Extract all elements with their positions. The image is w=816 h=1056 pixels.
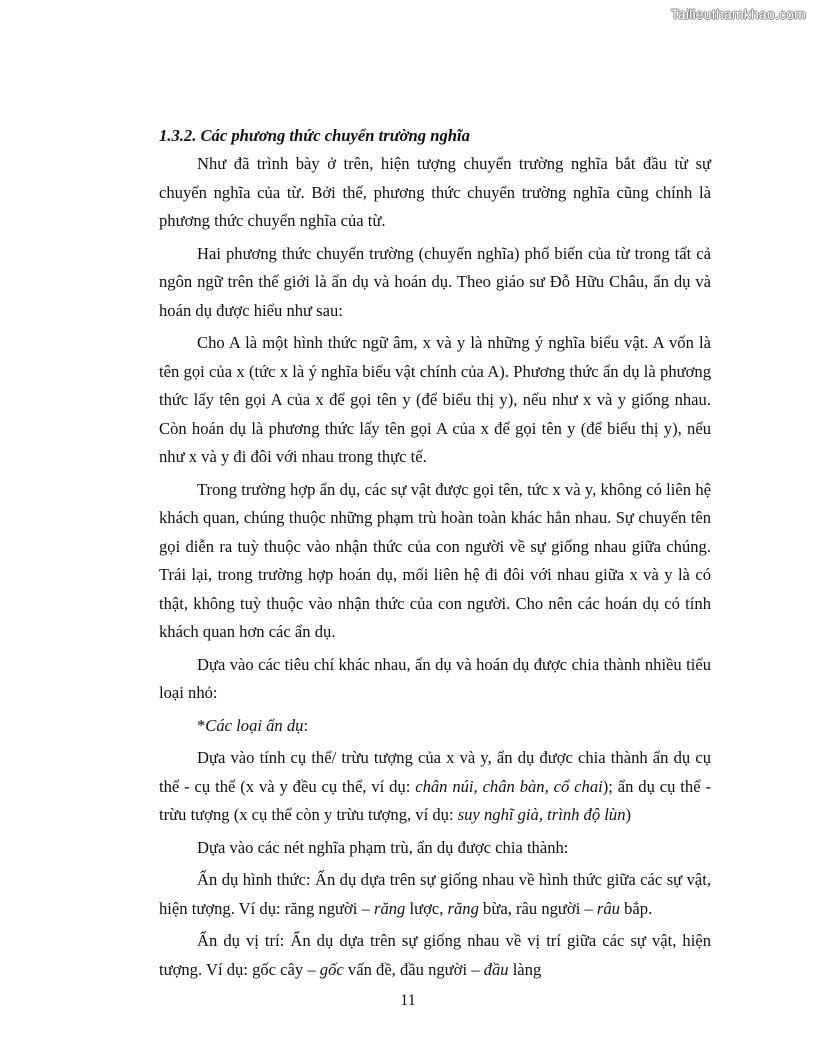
paragraph-7 xyxy=(159,744,711,830)
example-italic: răng xyxy=(447,898,479,918)
example-italic: suy nghĩ già, trình độ lùn xyxy=(457,805,626,824)
bullet-marker: * xyxy=(197,715,206,735)
paragraph-9 xyxy=(159,866,711,923)
subheading-italic: Các loại ẩn dụ xyxy=(205,715,304,735)
paragraph-1: Như đã trình bày ở trên, hiện tượng chuyển trường nghĩa bắt đầu từ sự chuyển nghĩa của từ. Bởi thế, phương thức chuyển trường nghĩa cũng chính là phương thức chuyển nghĩa của từ. xyxy=(159,154,711,230)
text-span: bừa, râu người – xyxy=(478,898,597,918)
watermark-text: Tailieuthamkhao.com xyxy=(670,6,806,22)
example-italic: râu xyxy=(596,898,620,918)
text-span: làng xyxy=(508,959,542,979)
example-italic: đầu xyxy=(483,959,509,979)
text-span: Dựa vào tính cụ thể/ trừu tượng của x và y, ẩn dụ được chia thành ẩn dụ cụ thể - cụ thể (x và y đều cụ thể, ví dụ: xyxy=(159,748,711,796)
paragraph-6 xyxy=(159,712,711,741)
text-span: Ẩn dụ vị trí: Ẩn dụ dựa trên sự giống nhau về vị trí giữa các sự vật, hiện tượng. Ví dụ: gốc cây – xyxy=(159,931,711,979)
text-span: : xyxy=(303,715,309,735)
example-italic: răng xyxy=(373,898,406,918)
page-number: 11 xyxy=(400,992,416,1009)
paragraph-2: Hai phương thức chuyển trường (chuyển nghĩa) phổ biến của từ trong tất cả ngôn ngữ trên thế giới là ẩn dụ và hoán dụ. Theo giáo sư Đỗ Hữu Châu, ẩn dụ và hoán dụ được hiểu như sau: xyxy=(159,243,711,320)
example-italic: chân núi, chân bàn, cổ chai xyxy=(415,776,603,796)
text-span: bắp. xyxy=(619,898,653,918)
paragraph-8: Dựa vào các nét nghĩa phạm trù, ẩn dụ được chia thành: xyxy=(197,837,569,857)
paragraph-3: Cho A là một hình thức ngữ âm, x và y là những ý nghĩa biểu vật. A vốn là tên gọi của x (tức x là ý nghĩa biểu vật chính của A). Phương thức ẩn dụ là phương thức lấy tên gọi A của x để gọi tên y (để biểu thị y), nếu như x và y giống nhau. Còn hoán dụ là phương thức lấy tên gọi A của x để gọi tên y (để biểu thị y), nếu như x và y đi đôi với nhau trong thực tế. xyxy=(159,333,711,466)
section-heading: 1.3.2. Các phương thức chuyển trường nghĩa xyxy=(159,126,470,145)
example-italic: gốc xyxy=(319,959,344,979)
paragraph-5: Dựa vào các tiêu chí khác nhau, ẩn dụ và hoán dụ được chia thành nhiều tiểu loại nhỏ: xyxy=(159,654,711,702)
text-span: Ẩn dụ hình thức: Ẩn dụ dựa trên sự giống nhau về hình thức giữa các sự vật, hiện tượng. Ví dụ: răng người – xyxy=(159,870,711,918)
text-span: ) xyxy=(625,805,632,824)
paragraph-4: Trong trường hợp ẩn dụ, các sự vật được gọi tên, tức x và y, không có liên hệ khách quan, chúng thuộc những phạm trù hoàn toàn khác hẳn nhau. Sự chuyển tên gọi diễn ra tuỳ thuộc vào nhận thức của con người về sự giống nhau giữa chúng. Trái lại, trong trường hợp hoán dụ, mối liên hệ đi đôi với nhau giữa x và y là có thật, không tuỳ thuộc vào nhận thức của con người. Cho nên các hoán dụ có tính khách quan hơn các ẩn dụ. xyxy=(159,479,711,641)
document-body xyxy=(159,122,711,988)
text-span: lược, xyxy=(405,898,448,918)
text-span: ); ẩn dụ cụ thể - trừu tượng (x cụ thể còn y trừu tượng, ví dụ: xyxy=(159,776,711,824)
paragraph-10 xyxy=(159,927,711,984)
text-span: vấn đề, đầu người – xyxy=(343,959,484,979)
